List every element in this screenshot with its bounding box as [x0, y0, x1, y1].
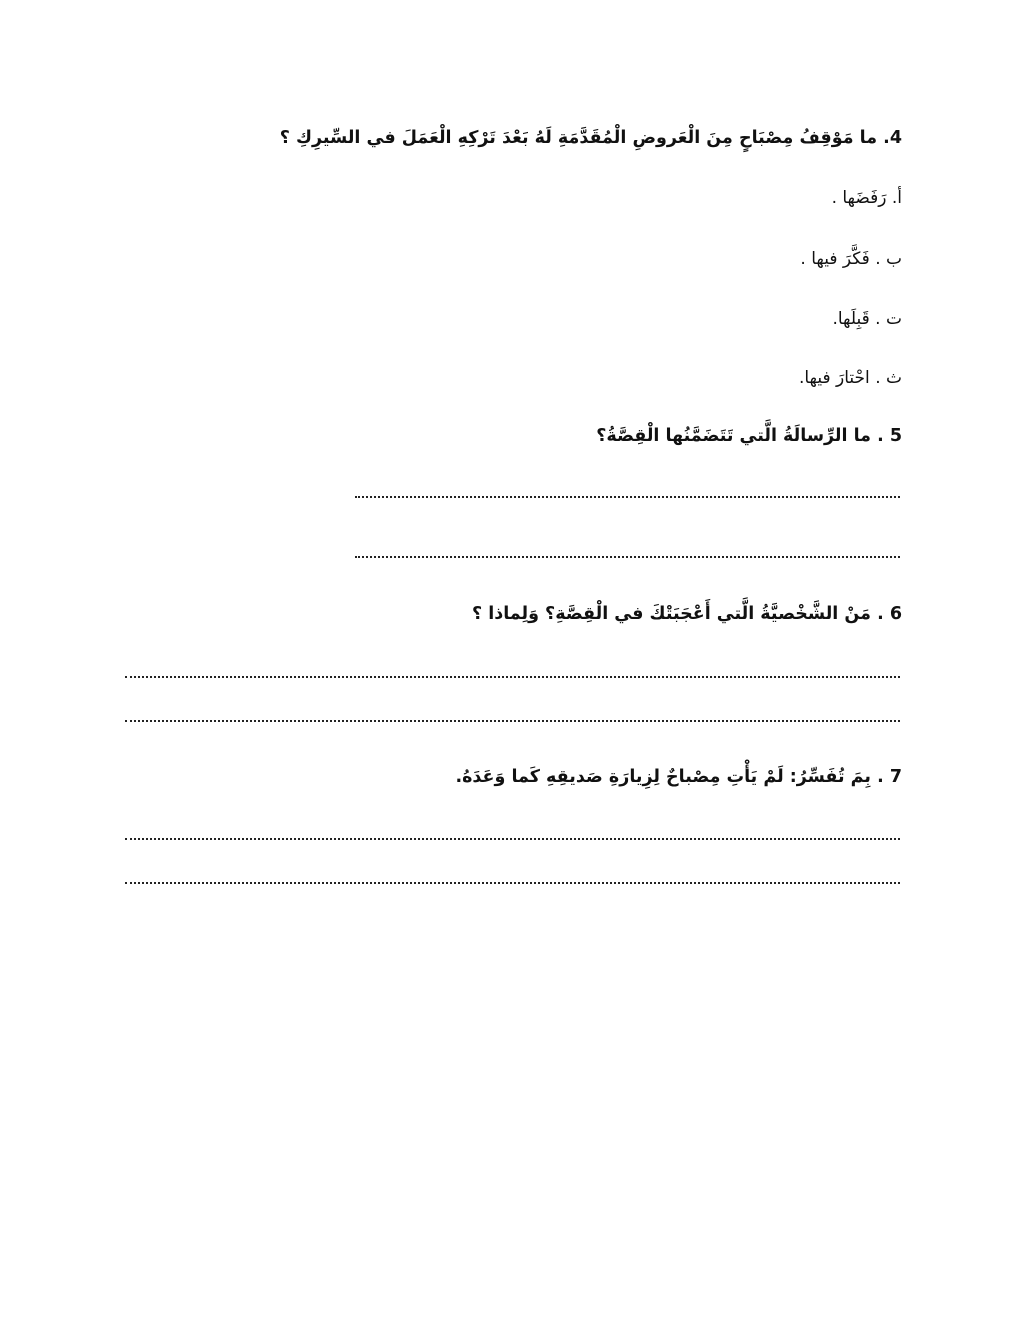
question-4: 4. ما مَوْقِفُ مِصْبَاحٍ مِنَ الْعَروضِ الْمُقَدَّمَةِ لَهُ بَعْدَ تَرْكِهِ الْعَمَلَ في السِّيرِكِ ؟ — [279, 128, 902, 148]
answer-line-5-1[interactable] — [355, 496, 900, 498]
answer-line-7-2[interactable] — [125, 882, 900, 884]
question-6: 6 . مَنْ الشَّخْصيَّةُ الَّتي أَعْجَبَتْكَ في الْقِصَّةِ؟ وَلِماذا ؟ — [471, 604, 902, 624]
question-4-option-c: ت . قَبِلَها. — [832, 309, 902, 329]
question-4-option-a: أ. رَفَضَها . — [831, 188, 902, 208]
question-7: 7 . بِمَ تُفَسِّرُ: لَمْ يَأْتِ مِصْباحٌ لِزِيارَةِ صَديقِهِ كَما وَعَدَهُ. — [455, 767, 902, 787]
question-4-option-b: ب . فَكَّرَ فيها . — [800, 249, 902, 269]
question-5: 5 . ما الرِّسالَةُ الَّتي تَتَضَمَّنُها الْقِصَّةُ؟ — [596, 426, 902, 446]
answer-line-5-2[interactable] — [355, 556, 900, 558]
question-4-option-d: ث . احْتارَ فيها. — [798, 368, 902, 388]
answer-line-6-2[interactable] — [125, 720, 900, 722]
answer-line-6-1[interactable] — [125, 676, 900, 678]
answer-line-7-1[interactable] — [125, 838, 900, 840]
